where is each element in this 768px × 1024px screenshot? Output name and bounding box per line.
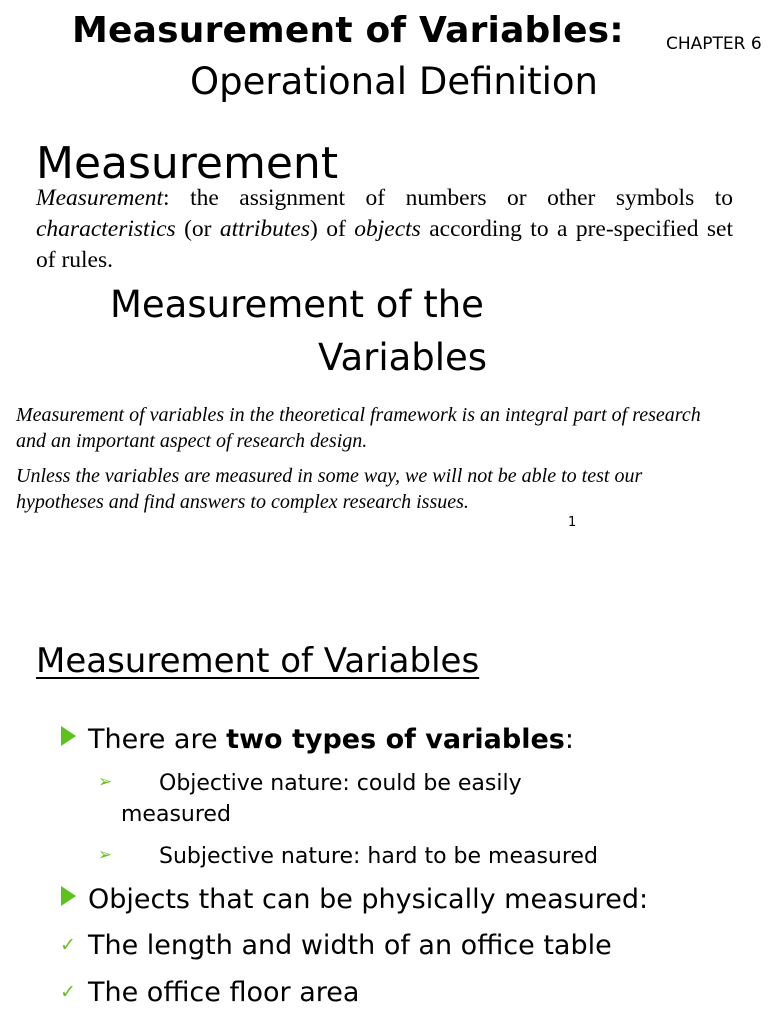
- sub-bullet-objective-line2: measured: [121, 802, 231, 827]
- variables-heading-line2: Variables: [318, 336, 488, 379]
- definition-attributes: attributes: [219, 216, 310, 242]
- bullet-text-post: :: [564, 724, 574, 755]
- bullet-two-types-text: [88, 724, 574, 755]
- paragraph-integral-part: Measurement of variables in the theoretical framework is an integral part of research and an important aspect of research design.: [16, 404, 701, 452]
- variables-heading-line1: Measurement of the: [110, 283, 484, 326]
- paragraph-test-hypotheses: Unless the variables are measured in some way, we will not be able to test our hypotheses and find answers to complex research issues.: [16, 465, 643, 513]
- slide-subtitle: Operational Definition: [190, 60, 599, 103]
- definition-text-2: (or: [175, 216, 220, 242]
- definition-characteristics: characteristics: [36, 216, 176, 242]
- sub-bullet-subjective-text: Subjective nature: hard to be measured: [159, 844, 598, 869]
- check-item-floor-area-text: The office floor area: [88, 977, 360, 1008]
- chapter-label: CHAPTER 6: [666, 34, 762, 54]
- arrow-bullet-icon: ➢: [98, 845, 113, 865]
- section-title: Measurement of Variables: [36, 641, 480, 681]
- definition-objects: objects: [354, 216, 421, 242]
- triangle-bullet-icon: [61, 726, 76, 746]
- bullet-text-pre: There are: [88, 724, 227, 755]
- check-icon: ✓: [60, 934, 76, 956]
- bullet-physical-objects-text: Objects that can be physically measured:: [88, 884, 649, 915]
- measurement-heading: Measurement: [36, 138, 339, 189]
- definition-text-1: : the assignment of numbers or other symbols to: [163, 185, 733, 211]
- definition-text-3: ) of: [310, 216, 355, 242]
- measurement-definition: [36, 183, 733, 276]
- definition-text-4: according to a pre-specified set of rules.: [36, 216, 733, 273]
- check-icon: ✓: [60, 981, 76, 1003]
- definition-term: Measurement: [36, 185, 164, 211]
- sub-bullet-objective-line1: Objective nature: could be easily: [159, 771, 522, 796]
- page-number: 1: [568, 515, 577, 530]
- bullet-text-bold: two types of variables: [226, 724, 565, 755]
- triangle-bullet-icon: [61, 886, 76, 906]
- check-item-office-table-text: The length and width of an office table: [88, 930, 612, 961]
- slide-title: Measurement of Variables:: [72, 10, 624, 51]
- arrow-bullet-icon: ➢: [98, 772, 113, 792]
